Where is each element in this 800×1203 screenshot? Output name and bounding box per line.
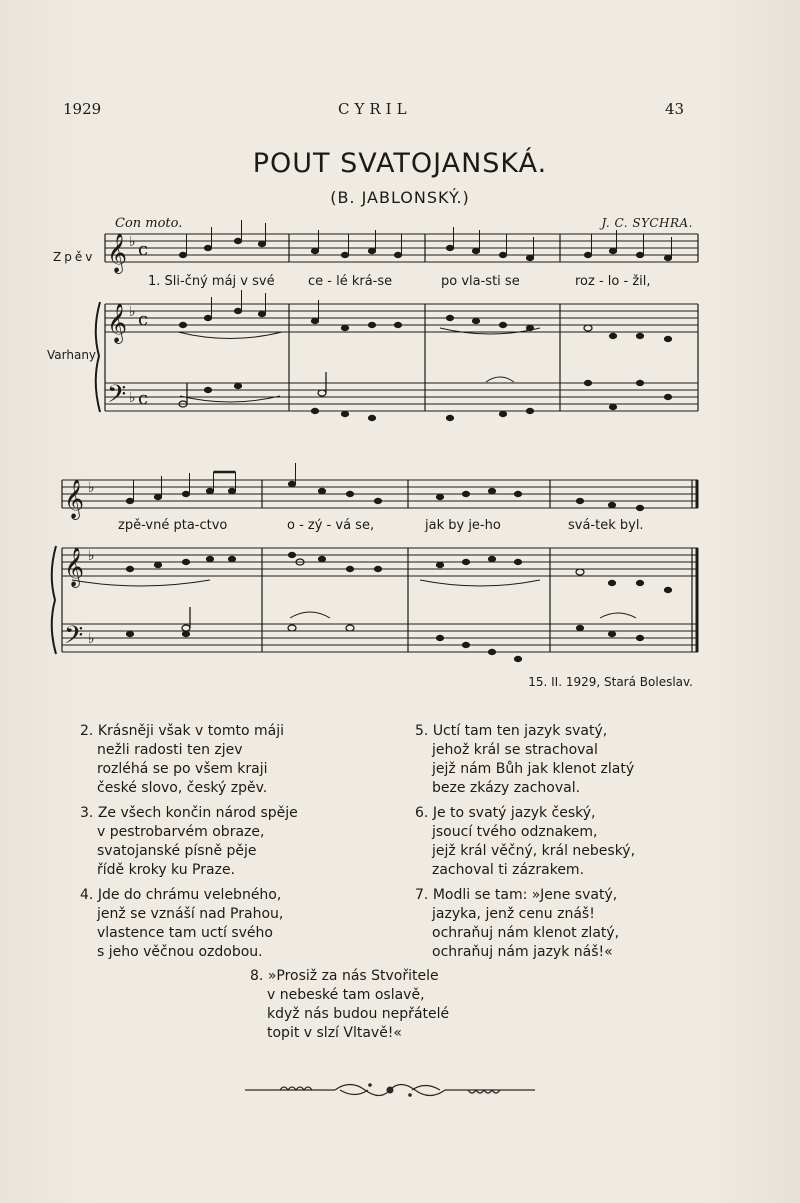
- verse-number: 5.: [415, 723, 429, 739]
- verse-line: jsoucí tvého odznakem,: [432, 824, 598, 840]
- verse-4: [80, 886, 283, 962]
- verse-line: jenž se vznáší nad Prahou,: [97, 906, 284, 922]
- tempo-marking: Con moto.: [115, 216, 183, 231]
- composition-date: 15. II. 1929, Stará Boleslav.: [528, 675, 693, 689]
- verse-line: když nás budou nepřátelé: [267, 1006, 450, 1022]
- verse-number: 2.: [80, 723, 94, 739]
- composer-name: J. C. SYCHRA.: [601, 216, 693, 230]
- verse-line: ochraňuj nám klenot zlatý,: [432, 925, 620, 941]
- svg-text:𝄢: 𝄢: [107, 380, 127, 415]
- svg-text:♭: ♭: [88, 548, 95, 564]
- verse-number: 3.: [80, 805, 94, 821]
- lyrics-1-measure-3: po vla-sti se: [441, 274, 520, 289]
- lyrics-2-measure-4: svá-tek byl.: [568, 518, 644, 533]
- svg-text:𝄞: 𝄞: [107, 303, 128, 343]
- verse-7: [415, 886, 619, 962]
- verse-line: s jeho věčnou ozdobou.: [97, 944, 263, 960]
- staff-organ-treble-1: [105, 304, 698, 332]
- verse-line: zachoval ti zázrakem.: [432, 862, 585, 878]
- svg-text:c: c: [138, 239, 149, 260]
- svg-text:𝄞: 𝄞: [107, 233, 128, 273]
- header-year: 1929: [63, 100, 102, 118]
- ornament-divider-icon: [240, 1075, 540, 1105]
- verse-3: [80, 804, 298, 880]
- song-lyricist: (B. JABLONSKÝ.): [330, 188, 470, 207]
- svg-text:𝄞: 𝄞: [64, 479, 85, 519]
- svg-text:♭: ♭: [88, 631, 95, 647]
- verse-line: nežli radosti ten zjev: [97, 742, 243, 758]
- verse-line: ochraňuj nám jazyk náš!«: [432, 944, 613, 960]
- svg-text:𝄞: 𝄞: [64, 547, 85, 587]
- song-title: POUT SVATOJANSKÁ.: [252, 148, 548, 179]
- svg-text:c: c: [138, 388, 149, 409]
- verse-2: [80, 722, 284, 798]
- verse-line: jejž král věčný, král nebeský,: [432, 843, 636, 859]
- staff-organ-bass-2: [62, 624, 698, 652]
- svg-text:♭: ♭: [88, 480, 95, 496]
- verse-number: 4.: [80, 887, 94, 903]
- svg-text:♭: ♭: [129, 234, 136, 250]
- verse-line: Uctí tam ten jazyk svatý,: [432, 723, 608, 739]
- verse-line: Je to svatý jazyk český,: [432, 805, 596, 821]
- verse-line: rozléhá se po všem kraji: [97, 761, 268, 777]
- verse-line: v nebeské tam oslavě,: [267, 987, 425, 1003]
- verse-line: jejž nám Bůh jak klenot zlatý: [432, 761, 635, 777]
- verse-line: Jde do chrámu velebného,: [97, 887, 282, 903]
- verse-line: Modli se tam: »Jene svatý,: [432, 887, 618, 903]
- header-page-number: 43: [665, 100, 685, 118]
- verse-line: svatojanské písně pěje: [97, 843, 257, 859]
- verse-line: topit v slzí Vltavě!«: [267, 1025, 402, 1041]
- verse-number: 7.: [415, 887, 429, 903]
- lyrics-1-measure-1: 1. Sli-čný máj v své: [148, 274, 275, 289]
- svg-text:c: c: [138, 309, 149, 330]
- verse-5: [415, 722, 634, 798]
- verse-line: Krásněji však v tomto máji: [97, 723, 284, 739]
- verse-line: jehož král se strachoval: [432, 742, 598, 758]
- verse-line: české slovo, český zpěv.: [97, 780, 268, 796]
- svg-text:♭: ♭: [129, 390, 136, 406]
- verse-number: 8.: [250, 968, 264, 984]
- verse-number: 6.: [415, 805, 429, 821]
- verse-line: »Prosiž za nás Stvořitele: [267, 968, 439, 984]
- lyrics-2-measure-3: jak by je-ho: [425, 518, 501, 533]
- verse-line: jazyka, jenž cenu znáš!: [432, 906, 595, 922]
- verse-line: vlastence tam uctí svého: [97, 925, 273, 941]
- verse-8: [250, 967, 449, 1043]
- header-journal: CYRIL: [338, 100, 412, 118]
- verse-line: beze zkázy zachoval.: [432, 780, 581, 796]
- svg-text:𝄢: 𝄢: [64, 621, 84, 656]
- verse-line: řídě kroky ku Praze.: [97, 862, 236, 878]
- part-label-organ: Varhany: [47, 348, 97, 362]
- verse-6: [415, 804, 635, 880]
- verse-line: Ze všech končin národ spěje: [97, 805, 298, 821]
- lyrics-1-measure-2: ce - lé krá-se: [308, 274, 393, 289]
- lyrics-2-measure-1: zpě-vné pta-ctvo: [118, 518, 228, 533]
- lyrics-1-measure-4: roz - lo - žil,: [575, 274, 651, 289]
- lyrics-2-measure-2: o - zý - vá se,: [287, 518, 375, 533]
- svg-text:♭: ♭: [129, 304, 136, 320]
- verse-line: v pestrobarvém obraze,: [97, 824, 265, 840]
- part-label-voice: Zpěv: [53, 250, 96, 264]
